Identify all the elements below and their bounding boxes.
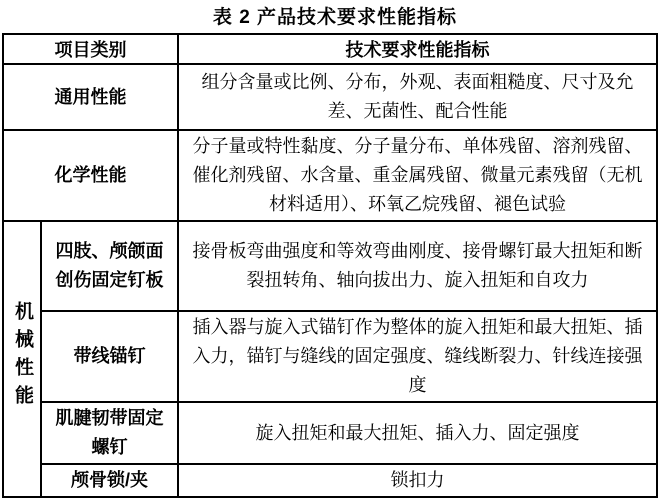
spec-table (2, 33, 658, 498)
table-title: 表 2 产品技术要求性能指标 (212, 7, 458, 28)
table-row-mech-anchor (3, 311, 657, 402)
indicator-cell-skull-clamp: 锁扣力 (178, 464, 657, 497)
table-header-row (3, 34, 657, 64)
category-cell-suture-anchor: 带线锚钉 (41, 311, 178, 402)
table-row-mech-plate (3, 221, 657, 311)
group-cell-mechanical (3, 221, 41, 497)
table-row-mech-screw (3, 402, 657, 464)
table-row-mech-clamp (3, 464, 657, 497)
category-cell-skull-clamp: 颅骨锁/夹 (41, 464, 178, 497)
indicator-cell-general: 组分含量或比例、分布，外观、表面粗糙度、尺寸及允差、无菌性、配合性能 (178, 64, 657, 130)
table-row-general (3, 64, 657, 130)
category-cell-general: 通用性能 (3, 64, 178, 130)
category-cell-trauma-plate: 四肢、颅颌面创伤固定钉板 (41, 221, 178, 311)
indicator-cell-suture-anchor: 插入器与旋入式锚钉作为整体的旋入扭矩和最大扭矩、插入力，锚钉与缝线的固定强度、缝线断裂力、针线连接强度 (178, 311, 657, 402)
category-cell-tendon-screw: 肌腱韧带固定螺钉 (41, 402, 178, 464)
table-row-chemical (3, 130, 657, 221)
indicator-cell-trauma-plate: 接骨板弯曲强度和等效弯曲刚度、接骨螺钉最大扭矩和断裂扭转角、轴向拔出力、旋入扭矩和自攻力 (178, 221, 657, 311)
indicator-cell-tendon-screw: 旋入扭矩和最大扭矩、插入力、固定强度 (178, 402, 657, 464)
indicator-cell-chemical: 分子量或特性黏度、分子量分布、单体残留、溶剂残留、催化剂残留、水含量、重金属残留、微量元素残留（无机材料适用）、环氧乙烷残留、褪色试验 (178, 130, 657, 221)
column-header-indicator: 技术要求性能指标 (178, 34, 657, 64)
mechanical-group-label: 机械性能 (12, 300, 33, 413)
category-cell-chemical: 化学性能 (3, 130, 178, 221)
column-header-category: 项目类别 (3, 34, 178, 64)
